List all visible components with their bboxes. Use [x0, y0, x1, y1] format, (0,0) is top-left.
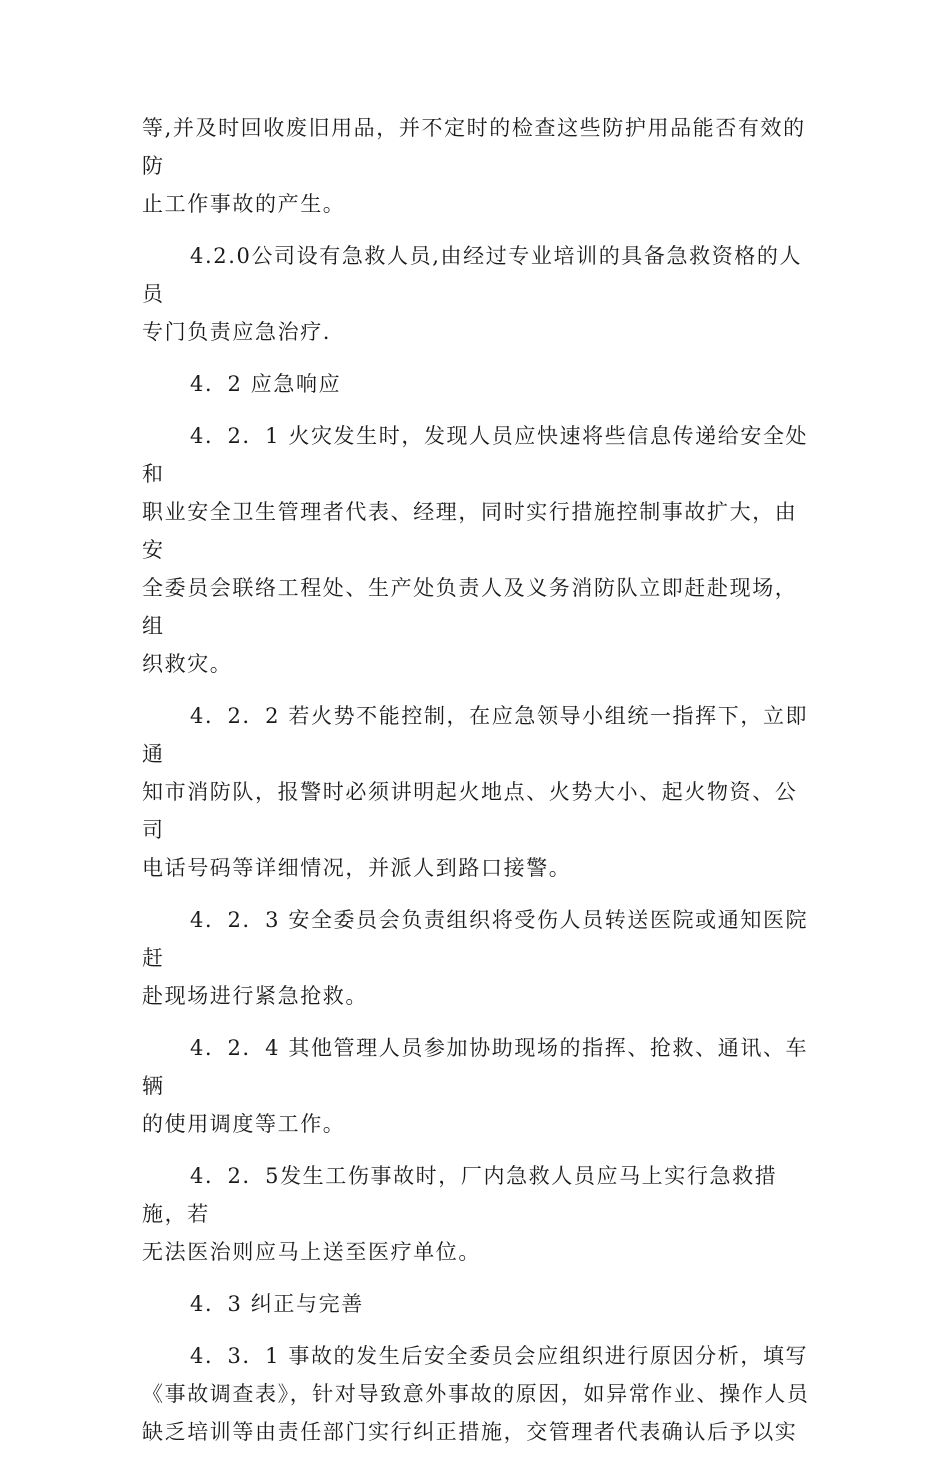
section-heading-4-3: 4．3 纠正与完善: [190, 1292, 364, 1316]
paragraph-4-2-5: 4．2．5发生工伤事故时，厂内急救人员应马上实行急救措施，若 无法医治则应马上送至医疗单位。: [142, 1164, 778, 1264]
document-body: [142, 109, 812, 1465]
paragraph-4-2-0: 4.2.0公司设有急救人员,由经过专业培训的具备急救资格的人员 专门负责应急治疗.: [142, 244, 803, 344]
paragraph-4-2-3: 4．2．3 安全委员会负责组织将受伤人员转送医院或通知医院赶 赴现场进行紧急抢救。: [142, 908, 809, 1008]
paragraph-4-2-2: 4．2．2 若火势不能控制，在应急领导小组统一指挥下，立即通 知市消防队，报警时必须讲明起火地点、火势大小、起火物资、公司 电话号码等详细情况，并派人到路口接警。: [142, 704, 809, 880]
paragraph-4-2-4: 4．2．4 其他管理人员参加协助现场的指挥、抢救、通讯、车辆 的使用调度等工作。: [142, 1036, 809, 1136]
paragraph-4-3-1: 4．3．1 事故的发生后安全委员会应组织进行原因分析，填写 《事故调查表》，针对导致意外事故的原因，如异常作业、操作人员 缺乏培训等由责任部门实行纠正措施，交管理者代表确认后予以实: [142, 1344, 810, 1444]
section-heading-4-2: 4．2 应急响应: [190, 372, 342, 396]
paragraph-4-2-1: 4．2．1 火灾发生时，发现人员应快速将些信息传递给安全处和 职业安全卫生管理者代表、经理，同时实行措施控制事故扩大，由安 全委员会联络工程处、生产处负责人及义务消防队立即赶赴现场，组 织救灾。: [142, 424, 809, 676]
paragraph-continuation: 等,并及时回收废旧用品，并不定时的检查这些防护用品能否有效的防 止工作事故的产生。: [142, 116, 806, 216]
